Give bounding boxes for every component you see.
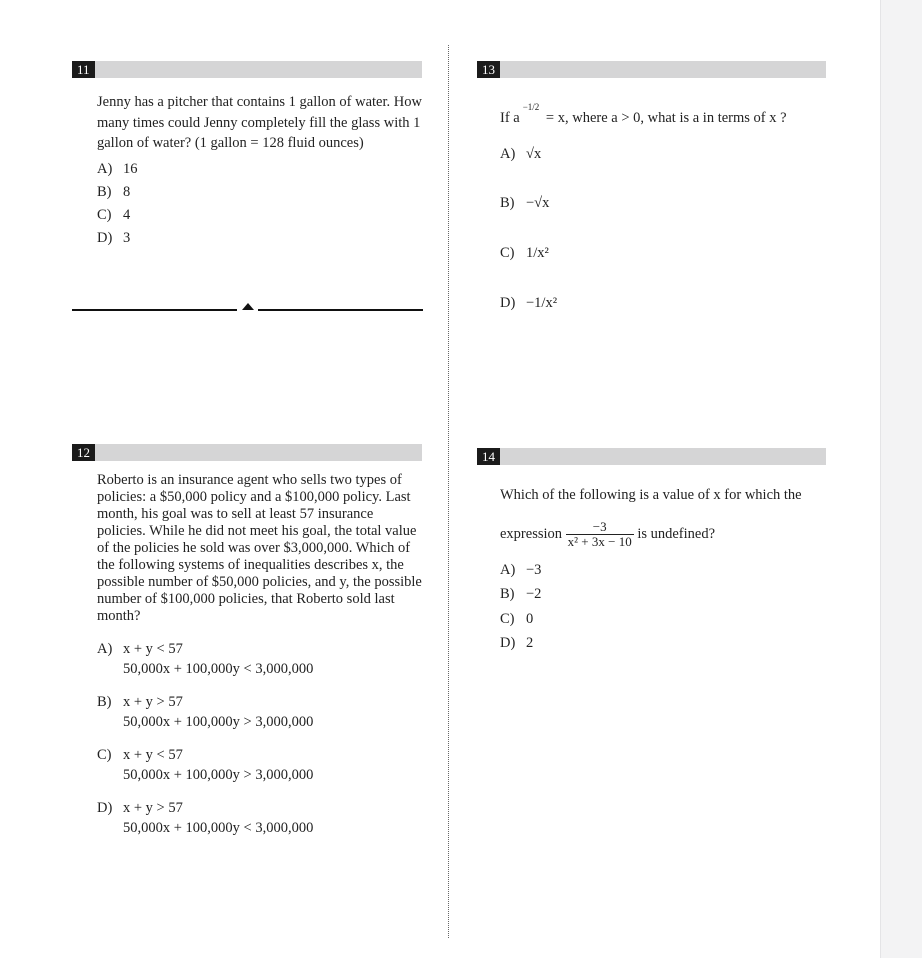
q13-option-d[interactable]: D) −1/x²	[500, 295, 558, 311]
question-14-stem-line2: expression $\frac{-3}{\text{x² + 3x − 10}}$ is undefined?	[500, 519, 716, 550]
q12-option-c[interactable]: C) x + y < 57	[97, 747, 183, 763]
q13-option-a[interactable]: A) √x	[500, 146, 542, 162]
q14-option-c[interactable]: C) 0	[500, 611, 534, 627]
q13-option-c[interactable]: C) 1/x²	[500, 245, 549, 261]
q12-option-d[interactable]: D) x + y > 57	[97, 800, 183, 816]
side-gutter	[880, 0, 922, 958]
q11-option-b[interactable]: B) 8	[97, 184, 131, 200]
q12-option-c-line2: 50,000x + 100,000y > 3,000,000	[123, 767, 314, 783]
q14-option-a[interactable]: A) −3	[500, 562, 542, 578]
q11-option-c[interactable]: C) 4	[97, 207, 131, 223]
q12-option-a[interactable]: A) x + y < 57	[97, 641, 183, 657]
q11-option-a[interactable]: A) 16	[97, 161, 138, 177]
column-divider	[448, 45, 449, 938]
q14-option-d[interactable]: D) 2	[500, 635, 534, 651]
question-number: 14	[477, 448, 500, 465]
q12-option-b-line2: 50,000x + 100,000y > 3,000,000	[123, 714, 314, 730]
q14-option-b[interactable]: B) −2	[500, 586, 542, 602]
section-separator-right	[258, 309, 423, 311]
question-12-stem: Roberto is an insurance agent who sells two types of policies: a $50,000 policy and a $100,000 policy. Last month, his goal was to sell at least 57 insurance policies. While he did not meet his goal, the total value of the policies he sold was over $3,000,000. Which of the following systems of inequalities describes x, the possible number of $50,000 policies, and y, the possible number of $100,000 policies, that Roberto sold last month?	[97, 472, 422, 624]
question-number: 11	[72, 61, 95, 78]
question-number: 13	[477, 61, 500, 78]
up-arrow-icon	[242, 303, 254, 310]
undefined-expression-fraction: $\frac{-3}{\text{x² + 3x − 10}}$	[567, 519, 632, 550]
q12-option-d-line2: 50,000x + 100,000y < 3,000,000	[123, 820, 314, 836]
question-11-header	[72, 61, 422, 78]
q11-option-d[interactable]: D) 3	[97, 230, 131, 246]
question-14-header	[477, 448, 826, 465]
question-13-header	[477, 61, 826, 78]
question-11-stem: Jenny has a pitcher that contains 1 gallon of water. How many times could Jenny completely fill the glass with 1 gallon of water? (1 gallon = 128 fluid ounces)	[97, 94, 422, 151]
section-separator-left	[72, 309, 237, 311]
question-13-stem: If $a^{-1/2} = x$, where a > 0, what is a in terms of x ?	[500, 102, 787, 126]
q13-option-b[interactable]: B) −√x	[500, 195, 550, 211]
q12-option-a-line2: 50,000x + 100,000y < 3,000,000	[123, 661, 314, 677]
question-number: 12	[72, 444, 95, 461]
q12-option-b[interactable]: B) x + y > 57	[97, 694, 183, 710]
question-12-header	[72, 444, 422, 461]
question-14-stem-line1: Which of the following is a value of x for which the	[500, 487, 802, 503]
